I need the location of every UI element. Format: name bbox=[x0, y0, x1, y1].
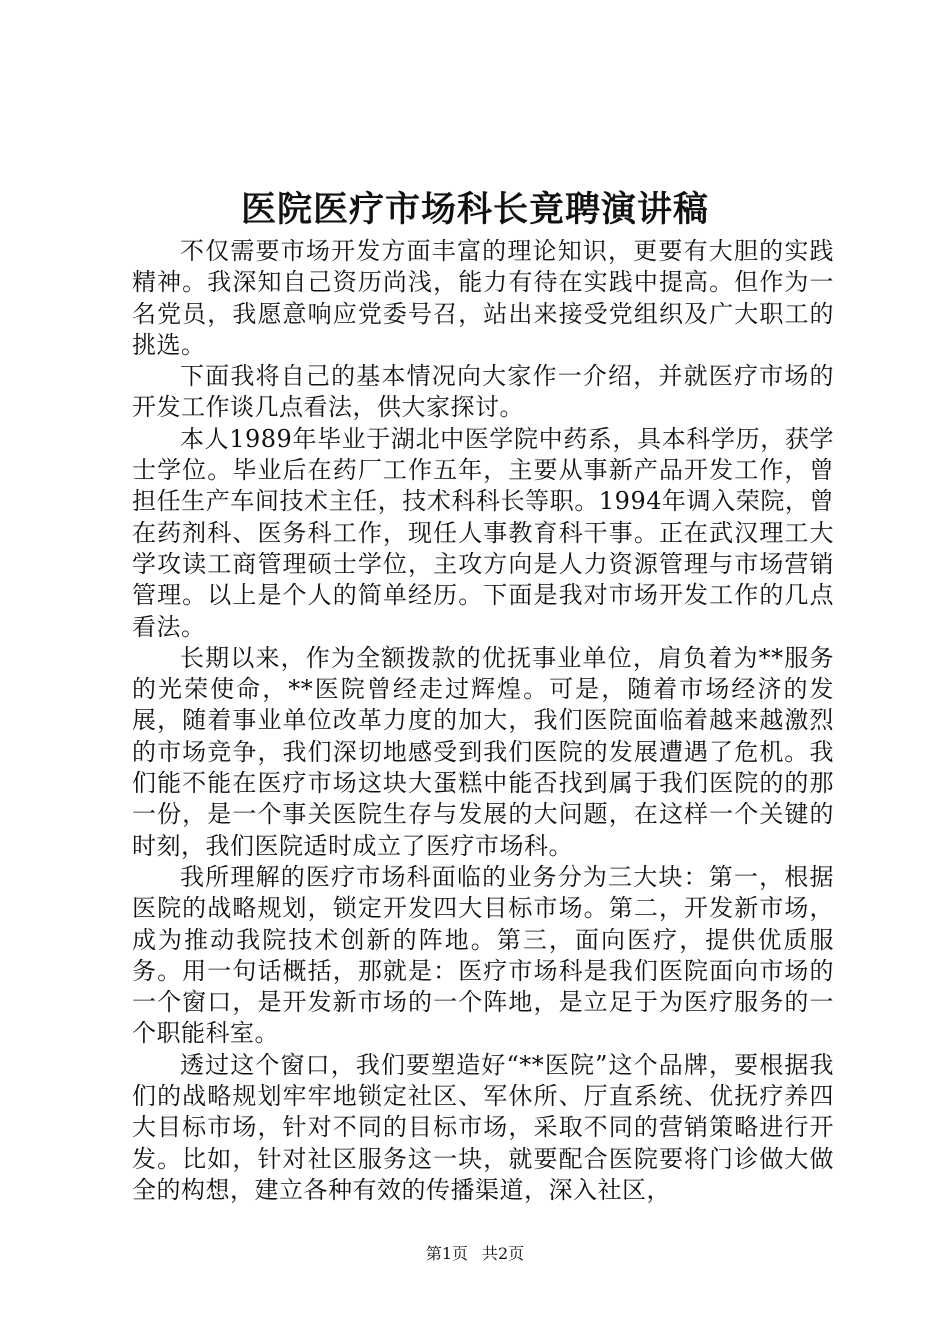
paragraph: 本人1989年毕业于湖北中医学院中药系，具本科学历，获学士学位。毕业后在药厂工作五年，主要从事新产品开发工作，曾担任生产车间技术主任，技术科科长等职。1994年调入荣院，曾在药剂科、医务科工作，现任人事教育科干事。正在武汉理工大学攻读工商管理硕士学位，主攻方向是人力资源管理与市场营销管理。以上是个人的简单经历。下面是我对市场开发工作的几点看法。 bbox=[132, 424, 834, 641]
page-number-current: 第1页 bbox=[425, 1244, 468, 1263]
page-number-total: 共2页 bbox=[482, 1244, 525, 1263]
paragraph: 透过这个窗口，我们要塑造好“**医院”这个品牌，要根据我们的战略规划牢牢地锁定社区、军休所、厅直系统、优抚疗养四大目标市场，针对不同的目标市场，采取不同的营销策略进行开发。比如，针对社区服务这一块，就要配合医院要将门诊做大做全的构想，建立各种有效的传播渠道，深入社区， bbox=[132, 1050, 834, 1204]
paragraph: 我所理解的医疗市场科面临的业务分为三大块：第一，根据医院的战略规划，锁定开发四大目标市场。第二，开发新市场，成为推动我院技术创新的阵地。第三，面向医疗，提供优质服务。用一句话概括，那就是：医疗市场科是我们医院面向市场的一个窗口，是开发新市场的一个阵地，是立足于为医疗服务的一个职能科室。 bbox=[132, 862, 834, 1048]
paragraph: 下面我将自己的基本情况向大家作一介绍，并就医疗市场的开发工作谈几点看法，供大家探讨。 bbox=[132, 362, 834, 422]
paragraph: 不仅需要市场开发方面丰富的理论知识，更要有大胆的实践精神。我深知自己资历尚浅，能力有待在实践中提高。但作为一名党员，我愿意响应党委号召，站出来接受党组织及广大职工的挑选。 bbox=[132, 237, 834, 359]
paragraph: 长期以来，作为全额拨款的优抚事业单位，肩负着为**服务的光荣使命，**医院曾经走过辉煌。可是，随着市场经济的发展，随着事业单位改革力度的加大，我们医院面临着越来越激烈的市场竞争，我们深切地感受到我们医院的发展遭遇了危机。我们能不能在医疗市场这块大蛋糕中能否找到属于我们医院的的那一份，是一个事关医院生存与发展的大问题，在这样一个关键的时刻，我们医院适时成立了医疗市场科。 bbox=[132, 643, 834, 860]
document-body bbox=[132, 236, 834, 1206]
document-title: 医院医疗市场科长竟聘演讲稿 bbox=[240, 189, 709, 230]
page-footer bbox=[0, 1243, 950, 1265]
